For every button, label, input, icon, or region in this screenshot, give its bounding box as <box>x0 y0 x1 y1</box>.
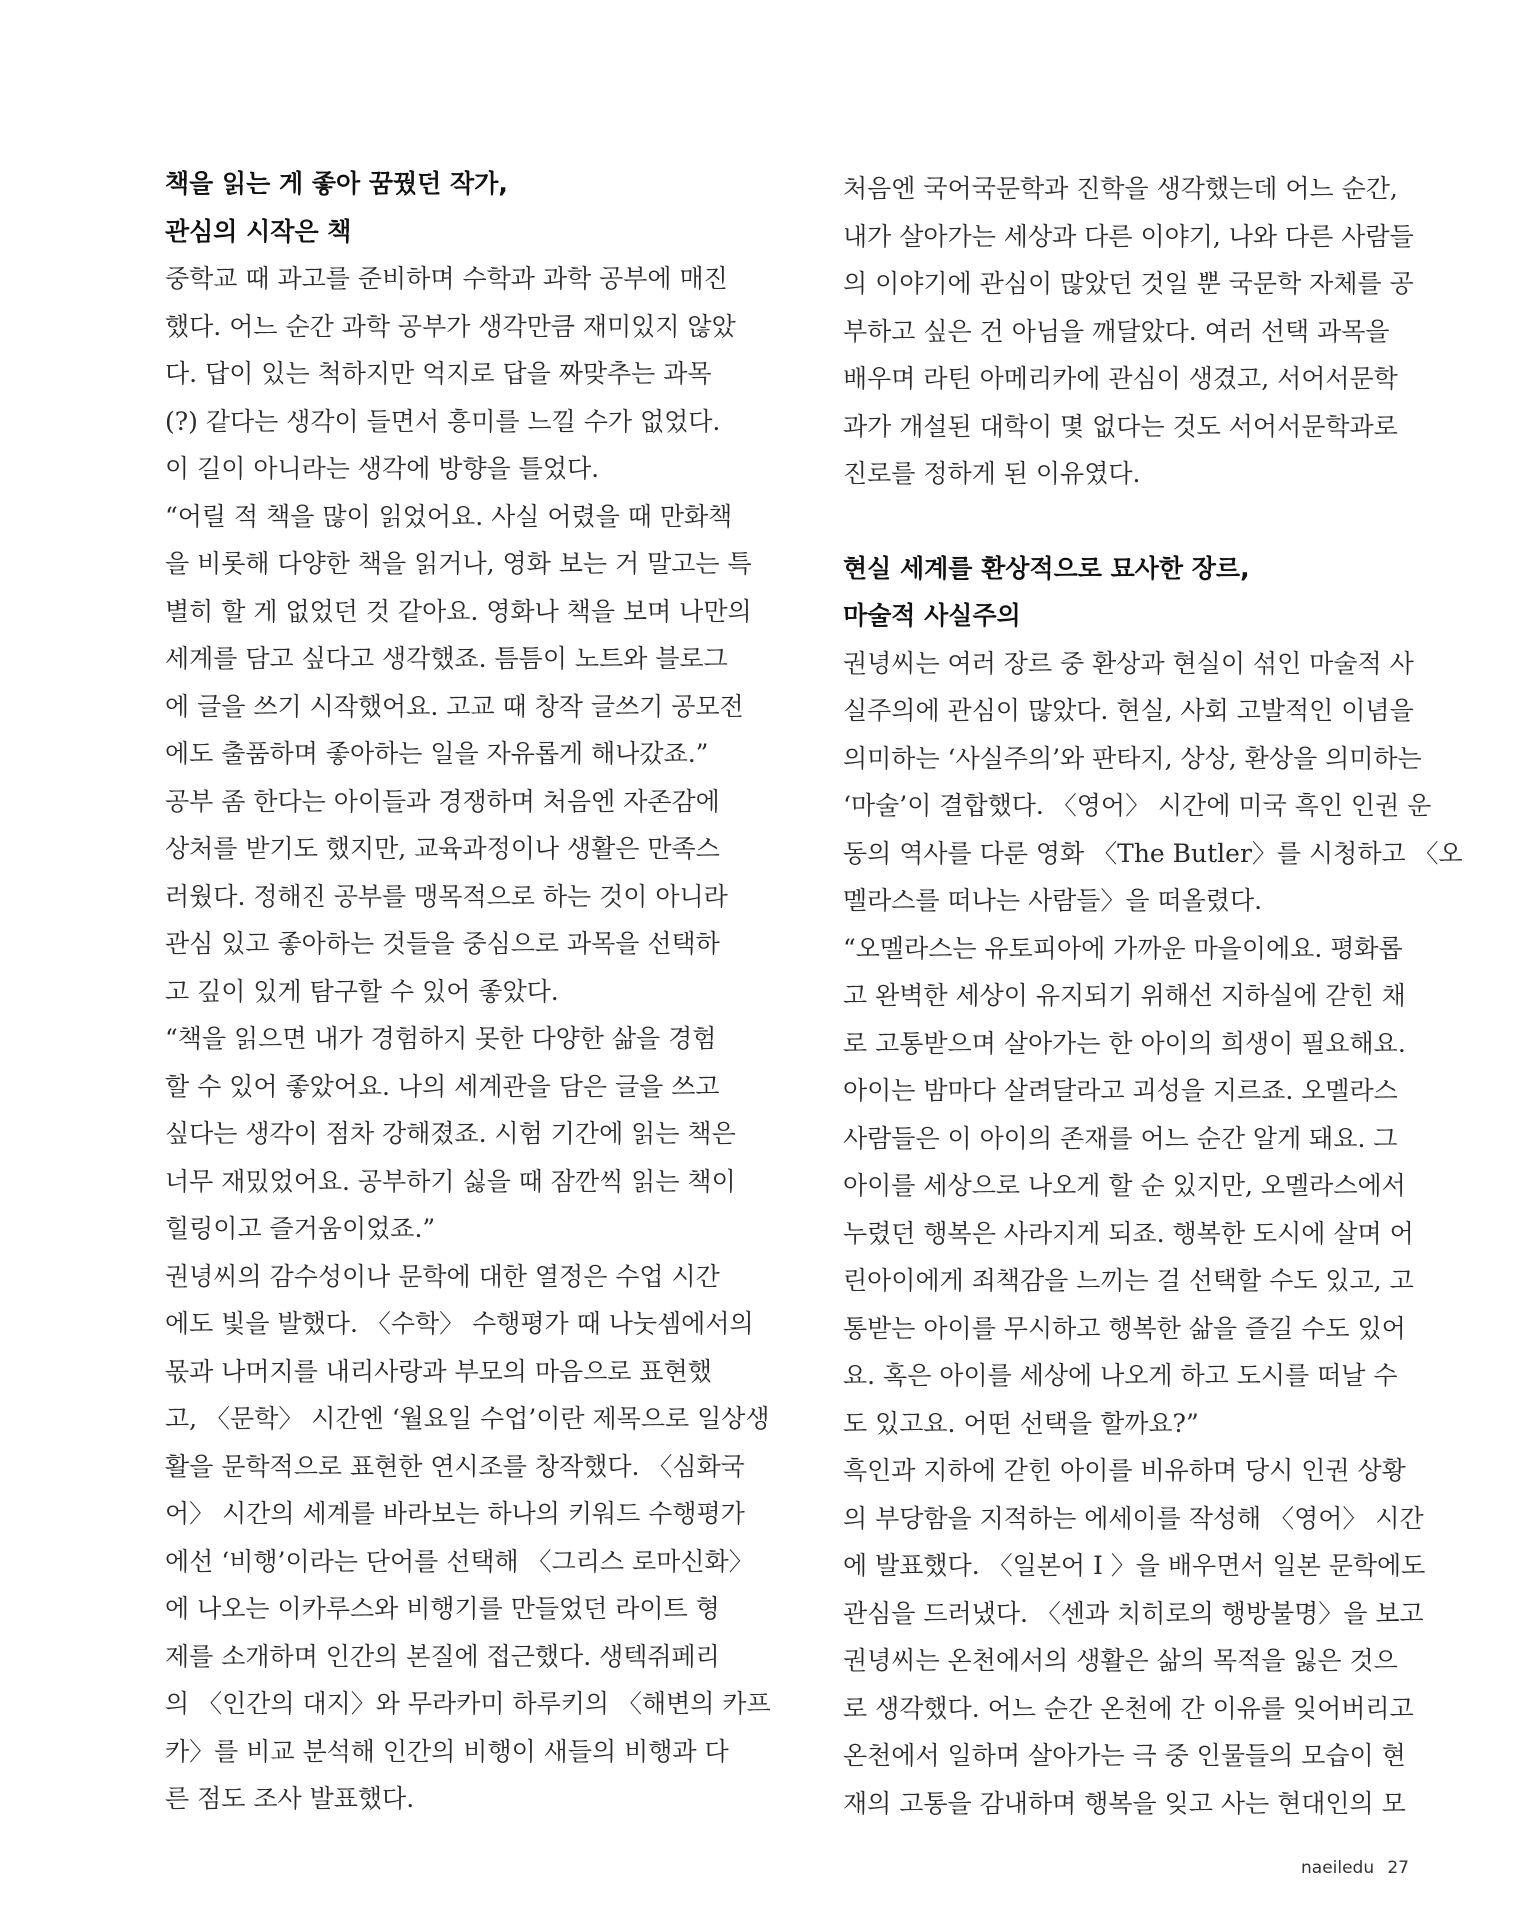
text-line: 과가 개설된 대학이 몇 없다는 것도 서어서문학과로 <box>843 411 1398 441</box>
text-line: 에 글을 쓰기 시작했어요. 고교 때 창작 글쓰기 공모전 <box>165 691 744 721</box>
text-line: 에 발표했다. 〈일본어 I 〉을 배우면서 일본 문학에도 <box>843 1551 1426 1580</box>
text-line: 고, 〈문학〉 시간엔 ‘월요일 수업’이란 제목으로 일상생 <box>165 1404 770 1433</box>
text-line: 의 이야기에 관심이 많았던 것일 뿐 국문학 자체를 공 <box>843 269 1414 298</box>
text-line: 로 고통받으며 살아가는 한 아이의 희생이 필요해요. <box>843 1028 1406 1058</box>
text-line: 활을 문학적으로 표현한 연시조를 창작했다. 〈심화국 <box>165 1451 745 1481</box>
text-line: 에도 출품하며 좋아하는 일을 자유롭게 해나갔죠.” <box>165 739 709 768</box>
text-line: 카〉를 비교 분석해 인간의 비행이 새들의 비행과 다 <box>165 1736 729 1766</box>
text-line: 이 길이 아니라는 생각에 방향을 틀었다. <box>165 454 600 483</box>
text-line: 의미하는 ‘사실주의’와 판타지, 상상, 환상을 의미하는 <box>843 743 1422 773</box>
text-line: 너무 재밌었어요. 공부하기 싫을 때 잠깐씩 읽는 책이 <box>165 1166 736 1196</box>
right-section-heading <box>843 545 1398 640</box>
text-line: 재의 고통을 감내하며 행복을 잊고 사는 현대인의 모 <box>843 1788 1406 1818</box>
text-line: “오멜라스는 유토피아에 가까운 마을이에요. 평화롭 <box>843 933 1403 963</box>
right-body-text <box>843 640 1463 1828</box>
page-number: 27 <box>1387 1858 1409 1878</box>
text-line: 힐링이고 즐거움이었죠.” <box>165 1214 436 1243</box>
text-line: 사람들은 이 아이의 존재를 어느 순간 알게 돼요. 그 <box>843 1123 1398 1153</box>
text-line: 별히 할 게 없었던 것 같아요. 영화나 책을 보며 나만의 <box>165 596 752 626</box>
text-line: “책을 읽으면 내가 경험하지 못한 다양한 삶을 경험 <box>165 1024 717 1053</box>
text-line: 흑인과 지하에 갇힌 아이를 비유하며 당시 인권 상황 <box>843 1456 1406 1485</box>
text-line: 처음엔 국어국문학과 진학을 생각했는데 어느 순간, <box>843 174 1398 203</box>
text-line: 고 깊이 있게 탐구할 수 있어 좋았다. <box>165 976 559 1006</box>
text-line: 누렸던 행복은 사라지게 되죠. 행복한 도시에 살며 어 <box>843 1218 1414 1248</box>
text-line: 중학교 때 과고를 준비하며 수학과 과학 공부에 매진 <box>165 264 728 293</box>
text-line: 아이를 세상으로 나오게 할 순 있지만, 오멜라스에서 <box>843 1171 1406 1200</box>
left-section-heading <box>165 160 720 255</box>
text-line: 실주의에 관심이 많았다. 현실, 사회 고발적인 이념을 <box>843 696 1414 725</box>
section-gap <box>843 498 1398 545</box>
text-line: 싶다는 생각이 점차 강해졌죠. 시험 기간에 읽는 책은 <box>165 1119 736 1148</box>
footer-brand: naeiledu <box>1301 1858 1375 1878</box>
right-intro-text <box>843 165 1414 498</box>
text-line: 동의 역사를 다룬 영화 〈The Butler〉를 시청하고 〈오 <box>843 838 1463 868</box>
heading-line: 현실 세계를 환상적으로 묘사한 장르, <box>843 553 1250 583</box>
text-line: 다. 답이 있는 척하지만 억지로 답을 짜맞추는 과목 <box>165 359 712 388</box>
text-line: 러웠다. 정해진 공부를 맹목적으로 하는 것이 아니라 <box>165 881 728 911</box>
text-line: 요. 혹은 아이를 세상에 나오게 하고 도시를 떠날 수 <box>843 1361 1398 1390</box>
text-line: (?) 같다는 생각이 들면서 흥미를 느낄 수가 없었다. <box>165 406 721 436</box>
text-line: 내가 살아가는 세상과 다른 이야기, 나와 다른 사람들 <box>843 221 1414 251</box>
text-line: 했다. 어느 순간 과학 공부가 생각만큼 재미있지 않았 <box>165 311 736 341</box>
page-footer <box>1301 1858 1409 1878</box>
text-line: 배우며 라틴 아메리카에 관심이 생겼고, 서어서문학 <box>843 364 1398 393</box>
text-line: 에도 빛을 발했다. 〈수학〉 수행평가 때 나눗셈에서의 <box>165 1309 754 1338</box>
text-line: 권녕씨의 감수성이나 문학에 대한 열정은 수업 시간 <box>165 1261 720 1291</box>
text-line: 의 〈인간의 대지〉와 무라카미 하루키의 〈해변의 카프 <box>165 1689 771 1718</box>
text-line: 할 수 있어 좋았어요. 나의 세계관을 담은 글을 쓰고 <box>165 1071 720 1101</box>
text-line: 제를 소개하며 인간의 본질에 접근했다. 생텍쥐페리 <box>165 1641 720 1671</box>
text-line: 른 점도 조사 발표했다. <box>165 1784 415 1813</box>
right-column <box>843 165 1463 1827</box>
text-line: ‘마술’이 결합했다. 〈영어〉 시간에 미국 흑인 인권 운 <box>843 791 1432 820</box>
text-line: 어〉 시간의 세계를 바라보는 하나의 키워드 수행평가 <box>165 1499 745 1528</box>
left-body-text <box>165 255 771 1823</box>
text-line: 권녕씨는 온천에서의 생활은 삶의 목적을 잃은 것으 <box>843 1646 1398 1675</box>
text-line: 공부 좀 한다는 아이들과 경쟁하며 처음엔 자존감에 <box>165 786 720 816</box>
text-line: 세계를 담고 싶다고 생각했죠. 틈틈이 노트와 블로그 <box>165 644 728 673</box>
text-line: 로 생각했다. 어느 순간 온천에 간 이유를 잊어버리고 <box>843 1693 1414 1723</box>
text-line: 에 나오는 이카루스와 비행기를 만들었던 라이트 형 <box>165 1594 720 1623</box>
heading-line: 마술적 사실주의 <box>843 601 1021 630</box>
heading-line: 관심의 시작은 책 <box>165 216 352 246</box>
text-line: 관심을 드러냈다. 〈센과 치히로의 행방불명〉을 보고 <box>843 1598 1424 1628</box>
text-line: 아이는 밤마다 살려달라고 괴성을 지르죠. 오멜라스 <box>843 1076 1398 1105</box>
left-column <box>165 160 771 1823</box>
text-line: 도 있고요. 어떤 선택을 할까요?” <box>843 1408 1199 1438</box>
text-line: 을 비롯해 다양한 책을 읽거나, 영화 보는 거 말고는 특 <box>165 549 752 578</box>
text-line: 몫과 나머지를 내리사랑과 부모의 마음으로 표현했 <box>165 1356 712 1386</box>
text-line: 고 완벽한 세상이 유지되기 위해선 지하실에 갇힌 채 <box>843 981 1406 1010</box>
heading-line: 책을 읽는 게 좋아 꿈꿨던 작가, <box>165 169 508 198</box>
text-line: 권녕씨는 여러 장르 중 환상과 현실이 섞인 마술적 사 <box>843 648 1414 678</box>
text-line: 의 부당함을 지적하는 에세이를 작성해 〈영어〉 시간 <box>843 1503 1424 1533</box>
text-line: 에선 ‘비행’이라는 단어를 선택해 〈그리스 로마신화〉 <box>165 1546 754 1576</box>
text-line: 관심 있고 좋아하는 것들을 중심으로 과목을 선택하 <box>165 929 720 958</box>
text-line: 멜라스를 떠나는 사람들〉을 떠올렸다. <box>843 886 1263 915</box>
text-line: “어릴 적 책을 많이 읽었어요. 사실 어렸을 때 만화책 <box>165 501 733 531</box>
text-line: 상처를 받기도 했지만, 교육과정이나 생활은 만족스 <box>165 834 720 863</box>
text-line: 린아이에게 죄책감을 느끼는 걸 선택할 수도 있고, 고 <box>843 1266 1414 1295</box>
text-line: 진로를 정하게 된 이유였다. <box>843 459 1141 488</box>
text-line: 부하고 싶은 건 아님을 깨달았다. 여러 선택 과목을 <box>843 316 1390 346</box>
text-line: 통받는 아이를 무시하고 행복한 삶을 즐길 수도 있어 <box>843 1313 1406 1343</box>
text-line: 온천에서 일하며 살아가는 극 중 인물들의 모습이 현 <box>843 1741 1406 1770</box>
